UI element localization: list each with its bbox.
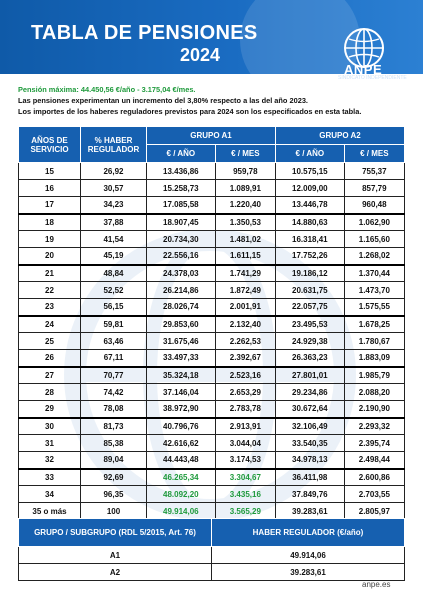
table-row [19,180,405,197]
table-cell: 22.057,75 [275,299,344,316]
table-cell: 24 [19,316,81,333]
table-row [19,333,405,350]
table-cell: 17.752,26 [275,248,344,265]
table-cell: 1.611,15 [215,248,275,265]
table-cell: 63,46 [81,333,147,350]
table-cell: 24.929,38 [275,333,344,350]
logo-text: ANPE [344,62,383,74]
max-pension-text: Pensión máxima: 44.450,56 €/año - 3.175,04 €/mes. [18,85,196,94]
table-row [19,418,405,435]
table-cell: 59,81 [81,316,147,333]
col-header-anos: AÑOS DE SERVICIO [19,127,81,163]
table-cell: 2.293,32 [344,418,404,435]
table-cell: 37.849,76 [275,486,344,503]
table-cell: 2.653,29 [215,384,275,401]
table-cell: 48.092,20 [147,486,216,503]
table-row [19,350,405,367]
regulator-note-text: Los importes de los haberes reguladores previstos para 2024 son los especificados en esta tabla. [18,107,362,116]
table-cell: 52,52 [81,282,147,299]
pension-table [18,126,405,520]
table-row [19,316,405,333]
regulator-cell: 49.914,06 [212,547,405,564]
table-cell: 10.575,15 [275,163,344,180]
header-banner [0,0,423,74]
table-cell: 1.268,02 [344,248,404,265]
table-cell: 81,73 [81,418,147,435]
table-cell: 13.436,86 [147,163,216,180]
table-row [19,452,405,469]
table-cell: 33.540,35 [275,435,344,452]
table-cell: 2.913,91 [215,418,275,435]
table-cell: 78,08 [81,401,147,418]
table-row [19,163,405,180]
table-cell: 32.106,49 [275,418,344,435]
table-cell: 18.907,45 [147,214,216,231]
regulator-table-body [19,547,405,581]
table-cell: 29.234,86 [275,384,344,401]
table-cell: 3.174,53 [215,452,275,469]
table-cell: 31 [19,435,81,452]
table-cell: 19.186,12 [275,265,344,282]
table-cell: 32 [19,452,81,469]
table-cell: 34,23 [81,197,147,214]
table-cell: 15.258,73 [147,180,216,197]
table-cell: 2.498,44 [344,452,404,469]
table-cell: 2.600,86 [344,469,404,486]
table-cell: 22.556,16 [147,248,216,265]
table-cell: 1.165,60 [344,231,404,248]
table-cell: 2.262,53 [215,333,275,350]
table-cell: 37,88 [81,214,147,231]
table-cell: 20.631,75 [275,282,344,299]
table-cell: 38.972,90 [147,401,216,418]
table-cell: 21 [19,265,81,282]
table-cell: 26.214,86 [147,282,216,299]
table-cell: 1.220,40 [215,197,275,214]
table-cell: 1.678,25 [344,316,404,333]
table-cell: 1.985,79 [344,367,404,384]
table-cell: 2.783,78 [215,401,275,418]
table-cell: 96,35 [81,486,147,503]
regulator-table [18,518,405,581]
table-cell: 70,77 [81,367,147,384]
table-cell: 92,69 [81,469,147,486]
table-row [19,231,405,248]
col-header-a2-anio: € / AÑO [275,145,344,163]
table-cell: 28.026,74 [147,299,216,316]
table-cell: 16.318,41 [275,231,344,248]
table-cell: 35.324,18 [147,367,216,384]
table-cell: 24.378,03 [147,265,216,282]
table-cell: 33 [19,469,81,486]
table-cell: 30 [19,418,81,435]
table-cell: 46.265,34 [147,469,216,486]
info-block [18,84,408,117]
col-header-grupo-a2: GRUPO A2 [275,127,404,145]
table-cell: 1.780,67 [344,333,404,350]
table-cell: 1.350,53 [215,214,275,231]
table-cell: 26,92 [81,163,147,180]
col-header-a1-anio: € / AÑO [147,145,216,163]
table-cell: 857,79 [344,180,404,197]
table-cell: 2.703,55 [344,486,404,503]
table-cell: 2.001,91 [215,299,275,316]
table-cell: 2.392,67 [215,350,275,367]
table-cell: 14.880,63 [275,214,344,231]
col-header-grupo-a1: GRUPO A1 [147,127,276,145]
table-row [19,486,405,503]
table-cell: 1.741,29 [215,265,275,282]
table-row [19,503,405,520]
table-cell: 35 o más [19,503,81,520]
table-cell: 25 [19,333,81,350]
table-cell: 34.978,13 [275,452,344,469]
table-cell: 27.801,01 [275,367,344,384]
table-cell: 48,84 [81,265,147,282]
table-cell: 3.304,67 [215,469,275,486]
table-cell: 33.497,33 [147,350,216,367]
table-cell: 30,57 [81,180,147,197]
increase-text: Las pensiones experimentan un incremento del 3,80% respecto a las del año 2023. [18,96,308,105]
regulator-row [19,564,405,581]
page-title: TABLA DE PENSIONES [31,22,258,44]
regulator-cell: A2 [19,564,212,581]
table-cell: 1.481,02 [215,231,275,248]
table-cell: 34 [19,486,81,503]
table-cell: 30.672,64 [275,401,344,418]
table-cell: 1.883,09 [344,350,404,367]
regulator-header-group: GRUPO / SUBGRUPO (RDL 5/2015, Art. 76) [19,519,212,547]
table-row [19,367,405,384]
table-cell: 2.190,90 [344,401,404,418]
col-header-a1-mes: € / MES [215,145,275,163]
table-row [19,265,405,282]
table-cell: 44.443,48 [147,452,216,469]
table-row [19,282,405,299]
table-cell: 1.575,55 [344,299,404,316]
table-cell: 29.853,60 [147,316,216,333]
table-cell: 13.446,78 [275,197,344,214]
table-cell: 74,42 [81,384,147,401]
table-cell: 18 [19,214,81,231]
table-cell: 1.370,44 [344,265,404,282]
table-row [19,469,405,486]
table-row [19,384,405,401]
table-row [19,214,405,231]
table-cell: 37.146,04 [147,384,216,401]
table-cell: 26 [19,350,81,367]
table-cell: 49.914,06 [147,503,216,520]
table-cell: 2.805,97 [344,503,404,520]
table-cell: 26.363,23 [275,350,344,367]
table-cell: 89,04 [81,452,147,469]
table-row [19,401,405,418]
table-row [19,299,405,316]
table-cell: 20 [19,248,81,265]
table-cell: 19 [19,231,81,248]
table-cell: 39.283,61 [275,503,344,520]
table-row [19,197,405,214]
table-cell: 15 [19,163,81,180]
table-cell: 67,11 [81,350,147,367]
table-cell: 960,48 [344,197,404,214]
table-cell: 22 [19,282,81,299]
regulator-row [19,547,405,564]
table-cell: 29 [19,401,81,418]
table-cell: 100 [81,503,147,520]
table-cell: 41,54 [81,231,147,248]
regulator-header-value: HABER REGULADOR (€/año) [212,519,405,547]
table-cell: 17.085,58 [147,197,216,214]
table-cell: 1.089,91 [215,180,275,197]
table-cell: 12.009,00 [275,180,344,197]
table-row [19,435,405,452]
page-subtitle-year: 2024 [180,45,221,65]
table-cell: 28 [19,384,81,401]
table-cell: 23.495,53 [275,316,344,333]
table-cell: 3.565,29 [215,503,275,520]
table-cell: 40.796,76 [147,418,216,435]
table-cell: 2.523,16 [215,367,275,384]
table-cell: 85,38 [81,435,147,452]
table-cell: 959,78 [215,163,275,180]
table-cell: 3.044,04 [215,435,275,452]
logo-subtext: SINDICATO INDEPENDIENTE [338,75,407,81]
table-cell: 2.088,20 [344,384,404,401]
table-cell: 1.473,70 [344,282,404,299]
table-cell: 31.675,46 [147,333,216,350]
table-cell: 755,37 [344,163,404,180]
table-cell: 27 [19,367,81,384]
table-row [19,248,405,265]
table-cell: 2.132,40 [215,316,275,333]
table-cell: 16 [19,180,81,197]
col-header-pct: % HABER REGULADOR [81,127,147,163]
regulator-cell: A1 [19,547,212,564]
credit-text: anpe.es [362,580,391,589]
table-cell: 36.411,98 [275,469,344,486]
table-cell: 20.734,30 [147,231,216,248]
table-cell: 3.435,16 [215,486,275,503]
table-cell: 1.872,49 [215,282,275,299]
table-cell: 42.616,62 [147,435,216,452]
table-cell: 45,19 [81,248,147,265]
col-header-a2-mes: € / MES [344,145,404,163]
table-cell: 23 [19,299,81,316]
table-cell: 17 [19,197,81,214]
regulator-cell: 39.283,61 [212,564,405,581]
table-cell: 56,15 [81,299,147,316]
table-cell: 1.062,90 [344,214,404,231]
pension-table-body [19,163,405,520]
table-cell: 2.395,74 [344,435,404,452]
